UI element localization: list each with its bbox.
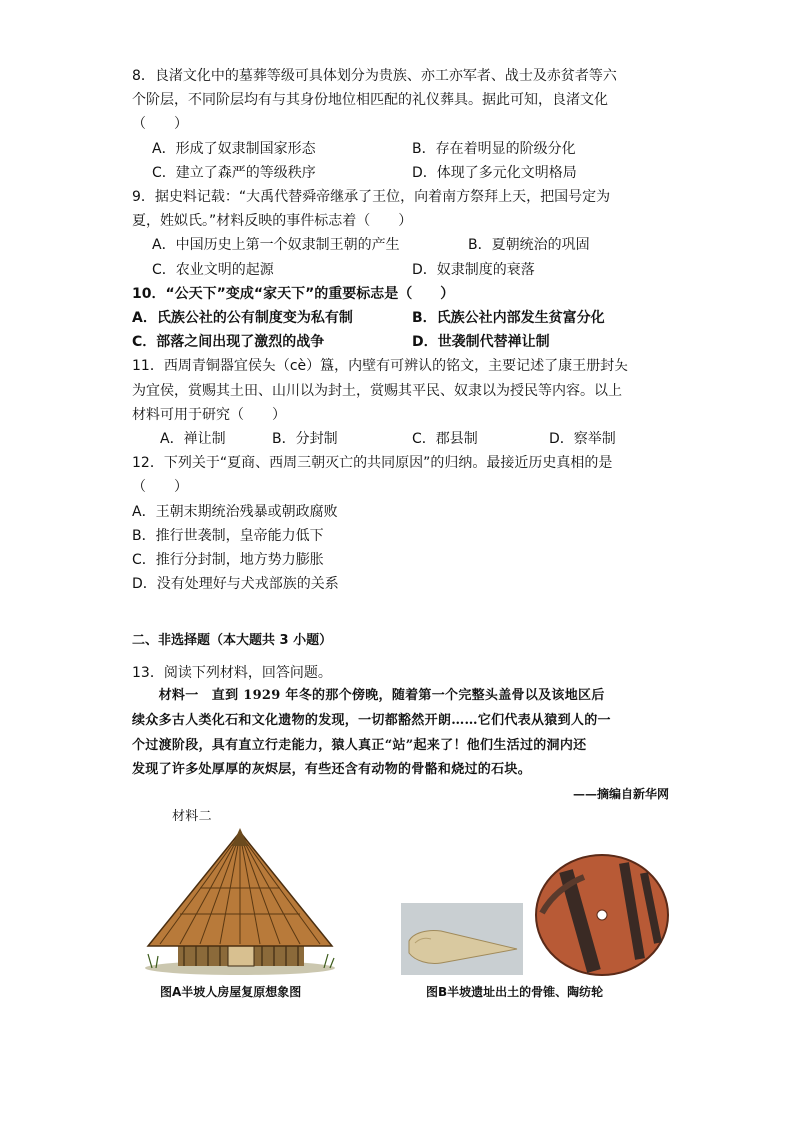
q12-option-c: C．推行分封制，地方势力膨胀	[132, 552, 324, 568]
q11-stem-line2: 为宜侯，赏赐其土田、山川以为封土，赏赐其平民、奴隶以为授民等内容。以上	[132, 383, 622, 399]
q13-material1-line1: 材料一 直到 1929 年冬的那个傍晚，随着第一个完整头盖骨以及该地区后	[132, 688, 605, 703]
spindle-whorl-image	[524, 851, 680, 977]
q13-source: ——摘编自新华网	[572, 787, 669, 801]
q10-option-a: A．氏族公社的公有制度变为私有制	[132, 310, 353, 326]
q10-option-d: D．世袭制代替禅让制	[412, 334, 550, 350]
q8-stem-line1: 8．良渚文化中的墓葬等级可具体划分为贵族、亦工亦军者、战士及赤贫者等六	[132, 68, 617, 84]
q13-material2-label: 材料二	[172, 809, 212, 824]
q12-option-a: A．王朝末期统治残暴或朝政腐败	[132, 504, 338, 520]
figure-a-caption: 图A半坡人房屋复原想象图	[160, 985, 302, 999]
q12-option-b: B．推行世袭制，皇帝能力低下	[132, 528, 324, 544]
q9-stem-line2: 夏，姓姒氏。”材料反映的事件标志着（ ）	[132, 213, 413, 229]
q13-material1-line2: 续众多古人类化石和文化遗物的发现，一切都豁然开朗……它们代表从猿到人的一	[132, 713, 611, 728]
q11-option-a: A．禅让制	[160, 431, 226, 447]
q11-stem-line1: 11．西周青铜器宜侯夨（cè）簋，内壁有可辨认的铭文，主要记述了康王册封夨	[132, 358, 629, 374]
bone-awl-image	[401, 903, 523, 975]
figure-a-hut-illustration	[140, 828, 340, 976]
q12-option-d: D．没有处理好与犬戎部族的关系	[132, 576, 339, 592]
q12-stem-line1: 12．下列关于“夏商、西周三朝灭亡的共同原因”的归纳。最接近历史真相的是	[132, 455, 613, 471]
q10-option-b: B．氏族公社内部发生贫富分化	[412, 310, 605, 326]
q13-stem: 13．阅读下列材料，回答问题。	[132, 665, 332, 681]
q8-option-b: B．存在着明显的阶级分化	[412, 141, 576, 157]
q11-option-c: C．郡县制	[412, 431, 478, 447]
q10-option-c: C．部落之间出现了激烈的战争	[132, 334, 325, 350]
q8-stem-line2: 个阶层，不同阶层均有与其身份地位相匹配的礼仪葬具。据此可知，良渚文化	[132, 92, 608, 108]
q13-material1-line4: 发现了许多处厚厚的灰烬层，有些还含有动物的骨骼和烧过的石块。	[132, 762, 532, 777]
q9-option-a: A．中国历史上第一个奴隶制王朝的产生	[152, 237, 400, 253]
figure-b-spindle-whorl-photo	[524, 851, 680, 977]
q9-stem-line1: 9．据史料记载：“大禹代替舜帝继承了王位，向着南方祭拜上天，把国号定为	[132, 189, 611, 205]
q11-option-d: D．察举制	[549, 431, 616, 447]
q12-blank: （ ）	[132, 479, 188, 495]
hut-image	[140, 828, 340, 976]
q11-option-b: B．分封制	[272, 431, 338, 447]
q10-stem: 10．“公天下”变成“家天下”的重要标志是（ ）	[132, 286, 455, 302]
figure-b-caption: 图B半坡遗址出土的骨锥、陶纺轮	[426, 985, 604, 999]
q9-option-d: D．奴隶制度的衰落	[412, 262, 535, 278]
q9-option-c: C．农业文明的起源	[152, 262, 274, 278]
q9-option-b: B．夏朝统治的巩固	[468, 237, 590, 253]
figure-b-bone-awl-photo	[401, 903, 523, 975]
q8-option-a: A．形成了奴隶制国家形态	[152, 141, 316, 157]
q13-material1-line3: 个过渡阶段，具有直立行走能力，猿人真正“站”起来了！他们生活过的洞内还	[132, 738, 587, 753]
q8-blank: （ ）	[132, 116, 188, 132]
q8-option-c: C．建立了森严的等级秩序	[152, 165, 316, 181]
q11-stem-line3: 材料可用于研究（ ）	[132, 407, 286, 423]
section2-title: 二、非选择题（本大题共 3 小题）	[132, 633, 333, 648]
q8-option-d: D．体现了多元化文明格局	[412, 165, 577, 181]
